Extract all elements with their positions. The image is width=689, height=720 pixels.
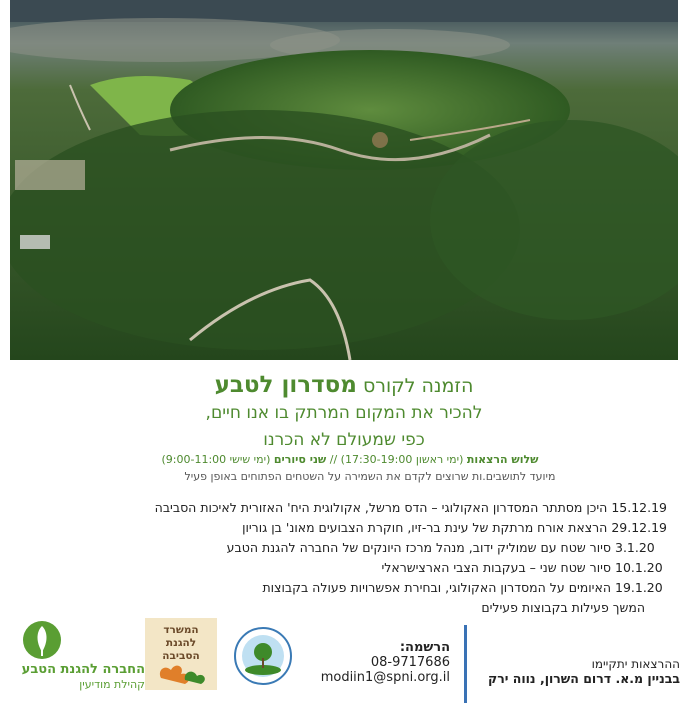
course-title-prefix: הזמנה לקורס [356,375,474,397]
schedule-date: 19.1.20 [615,580,663,595]
regional-environment-unit-logo [233,626,293,686]
schedule-text: האיומים על המסדרון האקולוגי, ובחירת אפשרויות פעולה בקבוצות [262,580,612,595]
tours-time: (ימי שישי 9:00-11:00) [161,453,271,466]
registration-label: הרשמה: [399,640,450,655]
ministry-line-3: הסביבה [162,650,200,662]
schedule-row [481,600,645,615]
subtitle-line-2: כפי שמעולם לא הכרנו [263,430,425,450]
footer-divider [464,625,467,703]
schedule-row [262,580,667,595]
schedule-text: היכן מסתתר המסדרון האקולוגי – הדס מרשל, אקולוגית היח' האזורית לאיכות הסביבה [154,500,608,515]
schedule-text: סיור שטח עם שמוליק ידוב, מנהל מרכז היונקים של החברה להגנת הטבע [226,540,612,555]
venue-address: בבניין מ.א. דרום השרון, נווה ירק [488,671,680,686]
spni-branch: קהילת מודיעין [79,678,145,691]
spni-name: החברה להגנת הטבע [21,662,145,677]
ministry-line-2: להגנת [165,637,197,649]
schedule-row [242,520,667,535]
registration-block [320,640,450,685]
course-meta [120,453,580,466]
venue-block [470,657,680,686]
ministry-line-1: המשרד [163,624,199,636]
course-name: מסדרון לטבע [214,372,357,398]
schedule-text: המשך פעילות בקבוצות פעילים [481,600,645,615]
schedule-text: סיור שטח שני – בעקבות הצבי הארצישראלי [381,560,612,575]
registration-email[interactable]: modiin1@spni.org.il [320,670,450,685]
schedule-date: 29.12.19 [611,520,667,535]
lectures-label: שלוש הרצאות [466,453,539,466]
schedule-row [227,540,667,555]
meta-separator: // [326,453,341,466]
tours-label: שני סיורים [273,453,327,466]
schedule-date: 10.1.20 [615,560,663,575]
ministry-environment-logo [145,618,217,690]
course-title [10,372,678,398]
subtitle-line-1: להכיר את המקום המרתק בו אנו חיים, [205,403,483,423]
audience-note: מיועד לתושבים.ות שרוצים לקדם את השמירה על השטחים הפתוחים באופן פעיל [184,470,556,483]
schedule-row [155,500,667,515]
lectures-time: (ימי ראשון 17:30-19:00) [340,453,464,466]
schedule-date: 15.12.19 [611,500,667,515]
schedule-row [381,560,667,575]
registration-phone[interactable]: 08-9717686 [370,655,450,670]
aerial-landscape-photo [10,0,678,360]
spni-logo [20,618,145,693]
partner-logos [20,618,230,698]
venue-intro: ההרצאות יתקיימו [591,657,680,671]
schedule-text: הרצאת אורח מרתקת של עינת בר-זיו, חוקרת הצבועים מאונ' בן גוריון [242,520,608,535]
schedule-date: 3.1.20 [615,540,655,555]
